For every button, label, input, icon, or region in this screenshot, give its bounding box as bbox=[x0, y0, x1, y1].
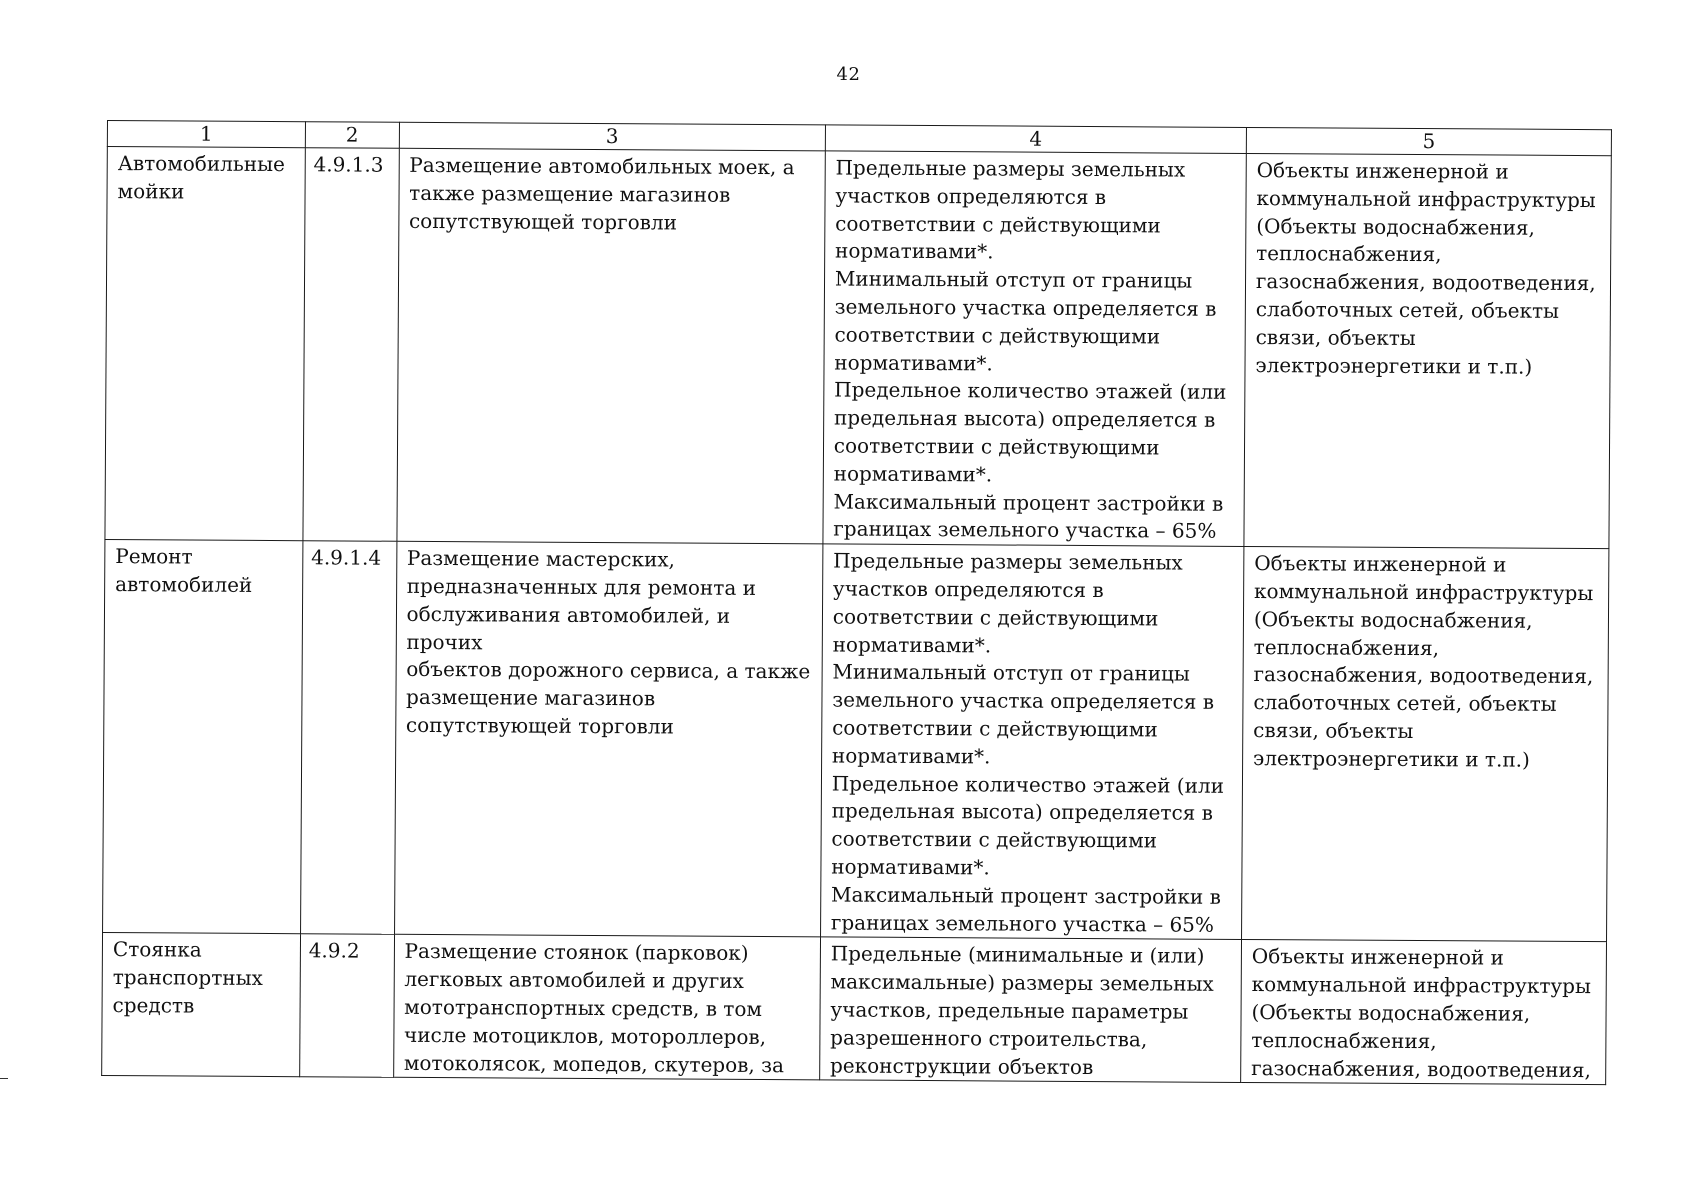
use-code-cell: 4.9.2 bbox=[299, 934, 394, 1078]
use-name-cell: Автомобильные мойки bbox=[105, 147, 305, 541]
use-name-cell: Ремонт автомобилей bbox=[103, 540, 303, 934]
infrastructure-cell: Объекты инженерной и коммунальной инфраструктуры (Объекты водоснабжения, теплоснабжения, газоснабжения, водоотведения, bbox=[1241, 940, 1607, 1085]
column-header-1: 1 bbox=[107, 121, 305, 148]
use-code-cell: 4.9.1.3 bbox=[303, 148, 399, 542]
table-row bbox=[103, 540, 1609, 942]
parameters-cell: Предельные (минимальные и (или) максимальные) размеры земельных участков, предельные параметры разрешенного строительства, реконструкции объектов bbox=[819, 937, 1241, 1083]
column-header-2: 2 bbox=[305, 122, 399, 149]
table-row bbox=[102, 933, 1607, 1085]
page-number: 42 bbox=[836, 64, 861, 85]
margin-mark bbox=[0, 1078, 8, 1079]
parameters-cell: Предельные размеры земельных участков определяются в соответствии с действующими нормативами*. Минимальный отступ от границы земельного участка определяется в соответствии с действующими нормативами*. Предельное количество этажей (или предельная высота) определяется в соответствии с действующими нормативами*. Максимальный процент застройки в границах земельного участка – 65% bbox=[823, 151, 1247, 547]
use-code-cell: 4.9.1.4 bbox=[300, 541, 396, 935]
column-header-4: 4 bbox=[825, 125, 1246, 154]
parameters-cell: Предельные размеры земельных участков определяются в соответствии с действующими нормативами*. Минимальный отступ от границы земельного участка определяется в соответствии с действующими нормативами*. Предельное количество этажей (или предельная высота) определяется в соответствии с действующими нормативами*. Максимальный процент застройки в границах земельного участка – 65% bbox=[820, 544, 1244, 940]
infrastructure-cell: Объекты инженерной и коммунальной инфраструктуры (Объекты водоснабжения, теплоснабжения, газоснабжения, водоотведения, слаботочных сетей, объекты связи, объекты электроэнергетики и т.п.) bbox=[1244, 153, 1611, 548]
column-header-3: 3 bbox=[399, 122, 825, 151]
use-description-cell: Размещение стоянок (парковок) легковых автомобилей и других мототранспортных средств, в том числе мотоциклов, мотороллеров, мотоколясок, мопедов, скутеров, за bbox=[393, 935, 820, 1081]
use-name-cell: Стоянка транспортных средств bbox=[102, 933, 301, 1077]
column-header-5: 5 bbox=[1246, 127, 1611, 155]
use-description-cell: Размещение автомобильных моек, а также размещение магазинов сопутствующей торговли bbox=[397, 148, 826, 544]
use-description-cell: Размещение мастерских, предназначенных для ремонта и обслуживания автомобилей, и прочих объектов дорожного сервиса, а также размещение магазинов сопутствующей торговли bbox=[394, 541, 823, 937]
table-row bbox=[105, 147, 1611, 549]
regulations-table bbox=[101, 120, 1612, 1085]
infrastructure-cell: Объекты инженерной и коммунальной инфраструктуры (Объекты водоснабжения, теплоснабжения, газоснабжения, водоотведения, слаботочных сетей, объекты связи, объекты электроэнергетики и т.п.) bbox=[1241, 547, 1608, 942]
